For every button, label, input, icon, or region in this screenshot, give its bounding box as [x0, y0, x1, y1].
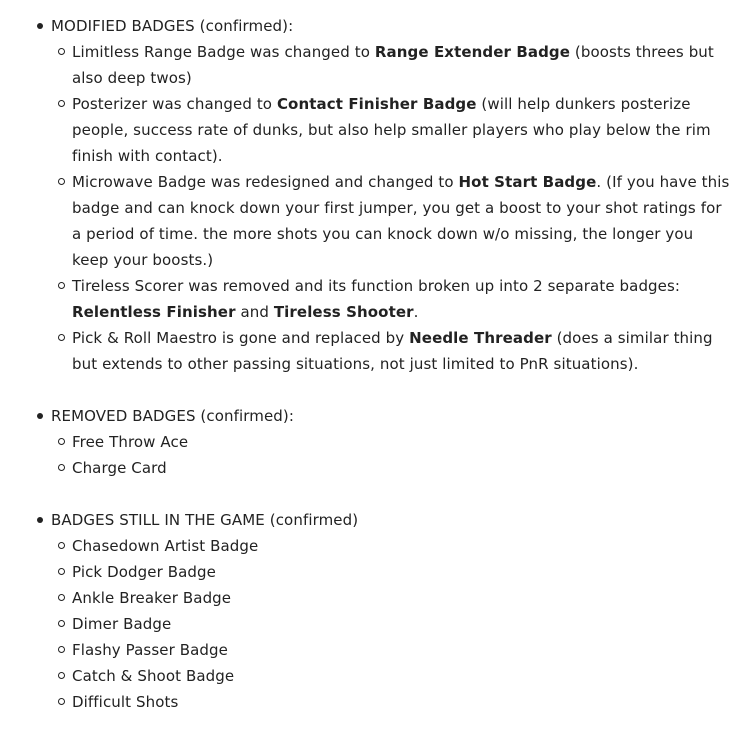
item-text: Flashy Passer Badge [72, 641, 228, 659]
item-text: Catch & Shoot Badge [72, 667, 235, 685]
item-text: and [235, 303, 274, 321]
item-text: Chasedown Artist Badge [72, 537, 259, 555]
list-item [72, 455, 732, 481]
list-item [72, 273, 732, 325]
bullet-circle-icon [58, 672, 65, 679]
section-heading: MODIFIED BADGES (confirmed): [51, 17, 294, 35]
item-text: Ankle Breaker Badge [72, 589, 232, 607]
badge-name: Hot Start Badge [458, 173, 597, 191]
bullet-circle-icon [58, 646, 65, 653]
item-text: (does a similar thing but extends to other passing situations, not just limited to PnR situations). [72, 329, 713, 373]
section-badges-still-in-game [51, 507, 754, 715]
item-text: Limitless Range Badge was changed to [72, 43, 375, 61]
list-item [72, 169, 732, 273]
badge-name: Contact Finisher Badge [276, 95, 477, 113]
list-item [72, 663, 732, 689]
list-item [72, 91, 732, 169]
bullet-circle-icon [58, 334, 65, 341]
item-text: Pick & Roll Maestro is gone and replaced by [72, 329, 410, 347]
item-text: (boosts threes but also deep twos) [72, 43, 714, 87]
badge-name: Needle Threader [409, 329, 552, 347]
section-heading: REMOVED BADGES (confirmed): [51, 407, 295, 425]
bullet-disc-icon [37, 517, 43, 523]
item-text: Charge Card [72, 459, 167, 477]
item-text: Dimer Badge [72, 615, 172, 633]
list-item [72, 611, 732, 637]
item-text: Difficult Shots [72, 693, 179, 711]
badge-name: Tireless Shooter [273, 303, 414, 321]
badge-name: Relentless Finisher [72, 303, 236, 321]
list-item [72, 533, 732, 559]
bullet-circle-icon [58, 282, 65, 289]
list-item [72, 689, 732, 715]
bullet-circle-icon [58, 464, 65, 471]
item-text: (will help dunkers posterize people, success rate of dunks, but also help smaller players who play below the rim finish with contact). [72, 95, 711, 165]
list-item [72, 585, 732, 611]
section-heading: BADGES STILL IN THE GAME (confirmed) [51, 511, 359, 529]
list-item [72, 559, 732, 585]
list-item [72, 325, 732, 377]
bullet-disc-icon [37, 413, 43, 419]
bullet-circle-icon [58, 100, 65, 107]
bullet-circle-icon [58, 48, 65, 55]
bullet-circle-icon [58, 438, 65, 445]
bullet-disc-icon [37, 23, 43, 29]
removed-badges-list [51, 429, 732, 481]
list-item [72, 39, 732, 91]
badge-list [0, 13, 754, 715]
bullet-circle-icon [58, 594, 65, 601]
list-item [72, 429, 732, 455]
list-item [72, 637, 732, 663]
bullet-circle-icon [58, 620, 65, 627]
bullet-circle-icon [58, 542, 65, 549]
section-modified-badges [51, 13, 754, 377]
bullet-circle-icon [58, 698, 65, 705]
item-text: . [413, 303, 419, 321]
item-text: Tireless Scorer was removed and its function broken up into 2 separate badges: [72, 277, 681, 295]
modified-badges-list [51, 39, 732, 377]
bullet-circle-icon [58, 178, 65, 185]
item-text: Microwave Badge was redesigned and changed to [72, 173, 459, 191]
item-text: Free Throw Ace [72, 433, 189, 451]
item-text: . (If you have this badge and can knock down your first jumper, you get a boost to your shot ratings for a period of time. the more shots you can knock down w/o missing, the longer you keep your boosts.) [72, 173, 730, 269]
section-removed-badges [51, 403, 754, 481]
badge-name: Range Extender Badge [374, 43, 571, 61]
item-text: Pick Dodger Badge [72, 563, 216, 581]
remaining-badges-list [51, 533, 732, 715]
bullet-circle-icon [58, 568, 65, 575]
item-text: Posterizer was changed to [72, 95, 277, 113]
